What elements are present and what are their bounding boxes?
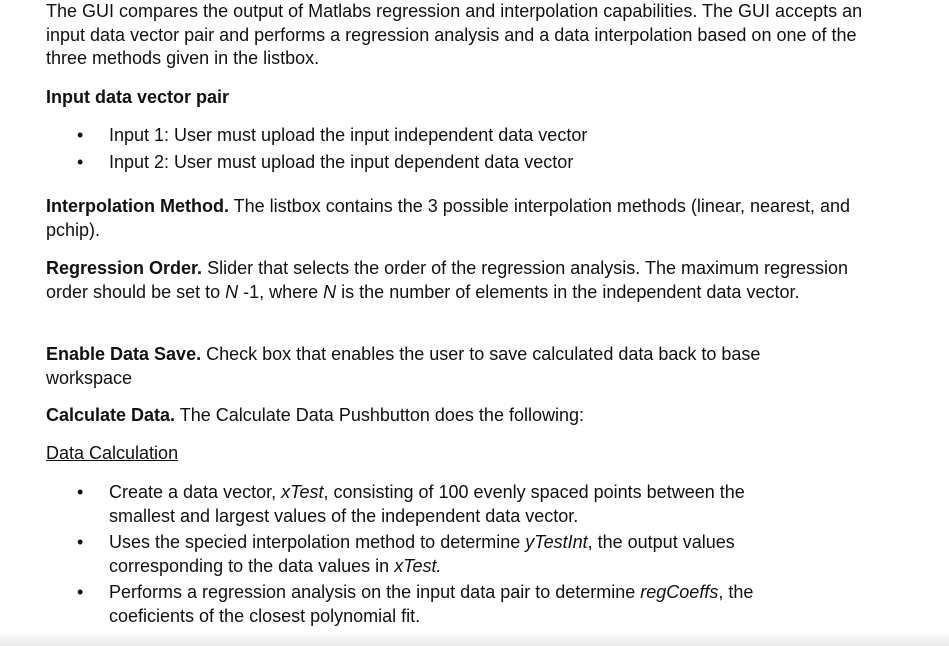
bottom-shadow <box>0 632 949 646</box>
regression-term: Regression Order. <box>46 258 203 278</box>
b2-pre: Uses the specied interpolation method to determine <box>109 532 526 552</box>
input-heading <box>46 86 866 110</box>
b1-post: , consisting of 100 evenly spaced points between the smallest and largest values of the independent data vector. <box>109 482 745 526</box>
calculation-list <box>0 481 810 631</box>
list-item-interpolation <box>0 531 810 578</box>
list-item-xtest <box>0 481 810 528</box>
save-term: Enable Data Save. <box>46 344 202 364</box>
list-item-regression <box>0 581 810 628</box>
regression-n-1: N <box>225 281 239 302</box>
input-heading-text: Input data vector pair <box>46 87 230 107</box>
b1-var: xTest <box>281 482 324 502</box>
data-calculation-heading <box>46 442 866 466</box>
b3-pre: Performs a regression analysis on the input data pair to determine <box>109 582 641 602</box>
interpolation-term: Interpolation Method. <box>46 196 229 216</box>
list-item-input-2: • Input 2: User must upload the input dependent data vector <box>0 151 860 175</box>
save-text: Check box that enables the user to save calculated data back to base workspace <box>46 344 761 388</box>
b2-mid: , the output values corresponding to the data values in <box>109 532 735 576</box>
save-paragraph <box>46 343 826 390</box>
b1-pre: Create a data vector, <box>109 482 282 502</box>
calculate-text: The Calculate Data Pushbutton does the following: <box>175 405 584 425</box>
regression-text-3: is the number of elements in the independent data vector. <box>336 281 800 302</box>
b3-var: regCoeffs <box>640 582 719 602</box>
interpolation-text: The listbox contains the 3 possible interpolation methods (linear, nearest, and pchip). <box>46 196 851 240</box>
regression-text-1: Slider that selects the order of the regression analysis. The maximum regression order should be set to <box>46 258 849 302</box>
interpolation-paragraph <box>46 195 866 242</box>
regression-text-2: -1, where <box>238 281 324 302</box>
input-list <box>0 124 860 177</box>
b2-var2: xTest. <box>394 555 442 576</box>
calculate-term: Calculate Data. <box>46 405 176 425</box>
regression-n-2: N <box>323 281 337 302</box>
list-item-input-1: • Input 1: User must upload the input independent data vector <box>0 124 860 148</box>
regression-paragraph <box>46 257 866 304</box>
b2-var: yTestInt <box>525 532 588 552</box>
calculate-paragraph <box>46 404 866 428</box>
intro-paragraph: The GUI compares the output of Matlabs regression and interpolation capabilities. The GUI accepts an input data vector pair and performs a regression analysis and a data interpolation based on one of the three methods given in the listbox. <box>46 1 863 68</box>
data-calculation-heading-text: Data Calculation <box>46 443 179 463</box>
b3-post: , the coeficients of the closest polynomial fit. <box>109 582 754 626</box>
